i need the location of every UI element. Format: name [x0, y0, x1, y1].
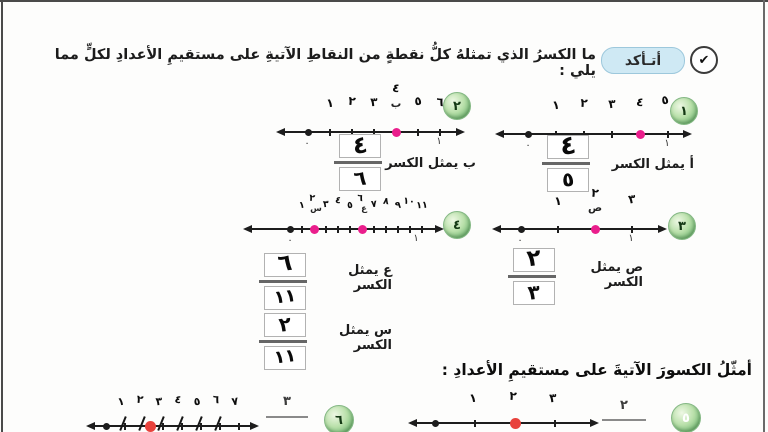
line: [249, 228, 435, 230]
fraction-to-plot-6-numerator: ٣: [283, 394, 291, 409]
handwritten-label: ٦: [435, 94, 445, 110]
arrow-right-icon: [456, 128, 465, 136]
handwritten-label: ٨: [382, 195, 390, 208]
denominator-box[interactable]: [264, 286, 306, 310]
arrow-left-icon: [492, 225, 501, 233]
tick: [325, 226, 327, 233]
marked-point-a: [636, 130, 645, 139]
handwritten-label: ١١: [415, 199, 429, 212]
denominator-box[interactable]: [339, 167, 381, 191]
number-line-6: [86, 392, 261, 432]
handwritten-label: ٤: [334, 194, 342, 207]
arrow-right-icon: [683, 130, 692, 138]
handwritten-label: ٤: [635, 94, 645, 110]
caption-point-a: أ يمثل الكسر: [611, 157, 694, 172]
arrow-right-icon: [590, 419, 599, 427]
handwritten-label: ٦: [211, 392, 221, 407]
tick: [409, 226, 411, 233]
marked-point-seen: [310, 225, 319, 234]
numerator-box[interactable]: [264, 313, 306, 337]
tick: [667, 131, 669, 138]
point-label-b: ب: [390, 98, 402, 110]
zero-point: [525, 131, 532, 138]
page-border-right: [763, 0, 765, 432]
problem-6-number: ٦: [324, 405, 354, 432]
handwritten-label: ٦: [356, 192, 364, 205]
handwritten-label: ٣: [627, 191, 637, 207]
number-line-1: [495, 92, 695, 161]
handwritten-denominator: ٦: [352, 165, 368, 191]
handwritten-label: ٢: [135, 392, 145, 407]
handwritten-label: ٣: [369, 94, 379, 110]
checkmark-icon: ✔: [690, 46, 718, 74]
tick: [349, 226, 351, 233]
problem-4-number: ٤: [443, 211, 471, 239]
zero-label: ٠: [517, 235, 523, 246]
denominator-box[interactable]: [513, 281, 555, 305]
handwritten-label: ٣: [154, 394, 164, 409]
tick: [554, 420, 556, 427]
handwritten-label: ٣: [607, 96, 617, 112]
caption-point-sad: ص يمثل الكسر: [590, 260, 643, 290]
zero-point: [432, 420, 439, 427]
handwritten-label: ٥: [192, 394, 202, 409]
handwritten-numerator: ٢: [277, 311, 293, 337]
handwritten-label: ٣: [322, 198, 330, 211]
tick: [373, 226, 375, 233]
caption-point-b: ب يمثل الكسر: [385, 156, 476, 171]
handwritten-label: ٧: [370, 198, 378, 211]
zero-point: [287, 226, 294, 233]
handwritten-label: ١: [298, 199, 306, 212]
answer-fraction-seen: [259, 313, 307, 370]
zero-label: ٠: [287, 235, 293, 246]
answer-fraction-ain: [259, 249, 307, 310]
handwritten-label: ٢: [347, 93, 357, 109]
tick: [557, 226, 559, 233]
marked-point-ain: [358, 225, 367, 234]
handwritten-label: ٥: [413, 93, 423, 109]
tick: [162, 423, 164, 430]
denominator-box[interactable]: [547, 168, 589, 192]
answer-fraction-b: [334, 130, 382, 191]
handwritten-label: ٤: [391, 80, 401, 96]
problem-3-number: ٣: [668, 212, 696, 240]
arrow-left-icon: [276, 128, 285, 136]
marked-point-sad: [591, 225, 600, 234]
numerator-box[interactable]: [513, 244, 555, 273]
tick: [301, 226, 303, 233]
one-label: ١: [628, 233, 634, 244]
handwritten-denominator: ٥: [560, 166, 576, 192]
verify-badge: أتـأكد: [601, 47, 685, 74]
tick: [417, 129, 419, 136]
section2-title: أمثّلُ الكسورَ الآتيةَ على مستقيمِ الأعدادِ :: [441, 361, 752, 379]
tick: [329, 129, 331, 136]
tick: [385, 226, 387, 233]
fraction-to-plot-5-numerator: ٢: [620, 398, 628, 413]
fraction-bar: [259, 280, 307, 283]
handwritten-label: ١: [553, 193, 563, 209]
handwritten-denominator: ١١: [272, 284, 298, 309]
point-label-sad: ص: [588, 202, 603, 214]
handwritten-label: ١: [325, 95, 335, 111]
tick: [238, 423, 240, 430]
fraction-bar: [259, 340, 307, 343]
handwritten-label: ٥: [659, 92, 671, 108]
line: [414, 422, 590, 424]
tick: [200, 423, 202, 430]
handwritten-numerator: ٢: [525, 244, 543, 273]
point-label-ain: ع: [361, 204, 367, 214]
tick: [421, 226, 423, 233]
arrow-left-icon: [243, 225, 252, 233]
one-label: ١: [436, 136, 442, 147]
marked-point-b: [392, 128, 401, 137]
tick: [124, 423, 126, 430]
fraction-to-plot-5-bar: [602, 419, 646, 421]
fraction-bar: [508, 275, 556, 278]
problem-5-number: ٥: [671, 403, 701, 432]
tick: [474, 420, 476, 427]
caption-point-seen: س يمثل الكسر: [339, 323, 392, 353]
handwritten-label: ٤: [173, 392, 183, 407]
tick: [439, 129, 441, 136]
problem-1-number: ١: [670, 97, 698, 125]
fraction-bar: [334, 161, 382, 164]
zero-point: [305, 129, 312, 136]
handwritten-denominator: ١١: [272, 344, 298, 369]
handwritten-label: ١٠: [402, 195, 416, 208]
handwritten-numerator: ٦: [276, 249, 294, 278]
arrow-left-icon: [408, 419, 417, 427]
tick: [219, 423, 221, 430]
handwritten-label: ١: [468, 390, 478, 406]
handwritten-label: ٥: [346, 199, 354, 212]
problem-2-number: ٢: [443, 92, 471, 120]
numerator-box[interactable]: [547, 130, 589, 162]
numerator-box[interactable]: [264, 249, 306, 278]
tick: [631, 226, 633, 233]
tick: [181, 423, 183, 430]
tick: [397, 226, 399, 233]
page-border-left: [1, 0, 3, 432]
line: [92, 425, 250, 427]
caption-point-ain: ع يمثل الكسر: [348, 263, 392, 293]
handwritten-numerator: ٤: [351, 130, 369, 160]
plotted-point-red: [510, 418, 521, 429]
denominator-box[interactable]: [264, 346, 306, 370]
one-label: ١: [664, 138, 670, 149]
arrow-left-icon: [86, 422, 95, 430]
handwritten-label: ١: [116, 394, 126, 409]
numerator-box[interactable]: [339, 130, 381, 160]
handwritten-denominator: ٣: [526, 279, 542, 305]
exercise-prompt: ما الكسرُ الذي تمثلهُ كلُّ نقطةٍ من النقاطِ الآتيةِ على مستقيمِ الأعدادِ لكلٍّ مما يلي :: [54, 47, 596, 79]
arrow-right-icon: [435, 225, 444, 233]
tick: [611, 131, 613, 138]
handwritten-label: ١: [551, 97, 561, 113]
number-line-5: [408, 388, 598, 432]
handwritten-label: ٧: [230, 394, 240, 409]
number-line-4: [243, 192, 448, 256]
zero-point: [103, 423, 110, 430]
arrow-right-icon: [658, 225, 667, 233]
zero-point: [518, 226, 525, 233]
page-border-top: [0, 0, 768, 2]
handwritten-numerator: ٤: [558, 130, 578, 162]
zero-label: ٠: [304, 138, 310, 149]
handwritten-label: ٣: [548, 390, 558, 406]
fraction-bar: [542, 162, 590, 165]
answer-fraction-sad: [508, 244, 556, 305]
plotted-point-red: [145, 421, 156, 432]
answer-fraction-a: [542, 130, 590, 192]
point-label-seen: س: [310, 204, 322, 214]
fraction-to-plot-6-bar: [266, 416, 308, 418]
tick: [337, 226, 339, 233]
one-label: ١: [413, 233, 419, 244]
handwritten-label: ٩: [394, 199, 402, 212]
handwritten-label: ٢: [508, 388, 518, 404]
handwritten-label: ٢: [590, 185, 600, 201]
handwritten-label: ٢: [579, 95, 589, 111]
handwritten-label: ٢: [308, 192, 316, 205]
arrow-right-icon: [250, 422, 259, 430]
arrow-left-icon: [495, 130, 504, 138]
zero-label: ٠: [525, 140, 531, 151]
